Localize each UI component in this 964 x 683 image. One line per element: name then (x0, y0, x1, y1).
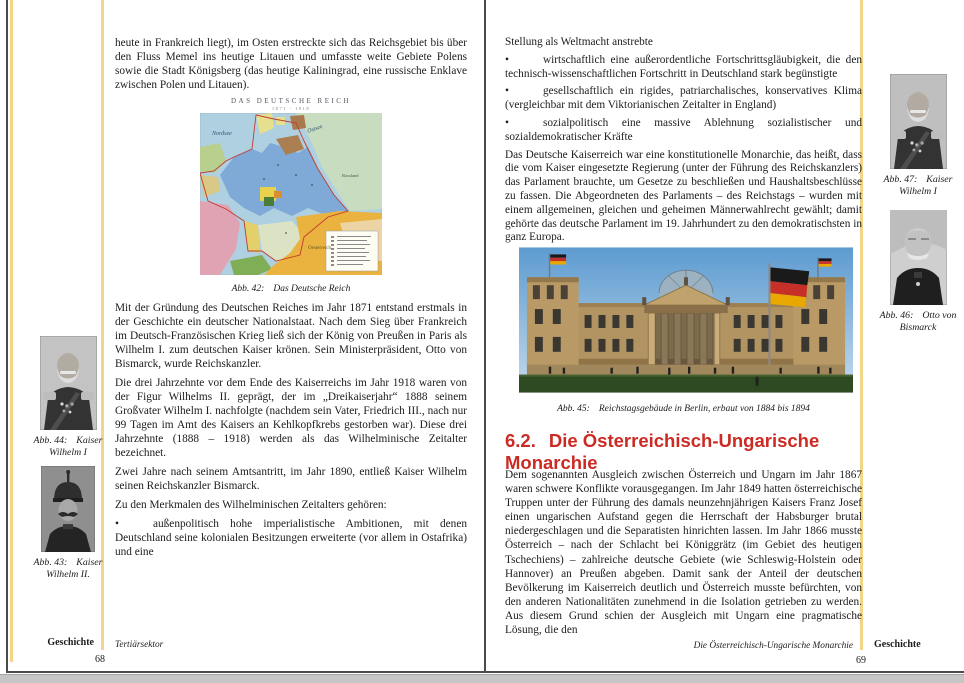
caption-abb-43: Abb. 43: Kaiser Wilhelm II. (33, 557, 103, 580)
paragraph-ausgleich: Dem sogenannten Ausgleich zwischen Österreich und Ungarn im Jahr 1867 waren schwere Konflikte vorausgegangen. Im Jahr 1849 hatten österreichische Truppen unter der Führung des damals neunzehnjährigen Kaisers Franz Josef einen ungarischen Aufstand gegen die Herrschaft der Habsburger brutal niedergeschlagen und die Separatisten hinrichten lassen. Im Jahr 1866 musste Österreich – nach der Schlacht bei Königgrätz (im Gebiet des heutigen Tschechiens) – zahlreiche deutsche Gebiete (wie Schleswig-Holstein oder Hannover) an Preußen abgeben. Damit sank der Anteil der deutschen Bevölkerung im Kaiserreich deutlich und Österreich musste befürchten, von den anderen Nationalitäten zunehmend in die Isolation getrieben zu werden. Aus diesem Grund schien der Ausgleich mit Ungarn eine pragmatische Lösung, die den (505, 469, 862, 637)
map-label-russland: Russland (342, 173, 359, 178)
section-title: Die Österreichisch-Ungarische Monarchie (505, 430, 820, 473)
bullet-marker: • (115, 518, 119, 530)
left-body-column (115, 36, 467, 564)
caption-text: Das Deutsche Reich (273, 284, 351, 294)
footer-running-title-left: Tertiärsektor (115, 640, 164, 650)
window-bottom-strip (0, 674, 964, 683)
bullet-sozialpolitisch: • sozialpolitisch eine massive Ablehnung sozialistischer und sozialdemokratischer Kräfte (505, 116, 862, 143)
paragraph-konstitutionelle-monarchie: Das Deutsche Kaiserreich war eine konstitutionelle Monarchie, das heißt, dass die vom Kaiser eingesetzte Regierung (unter der Führung des Reichskanzlers) das Parlament brauchte, um Gesetze zu beschließen und Haushaltsbeschlüsse zu fassen. Die Abgeordneten des Parlaments – des Reichstags – wurden mit einem allgemeinen, gleichen und geheimen Männerwahlrecht gewählt; damit gehörte das deutsche Parlament im 19. Jahrhundert zu den demokratischsten in ganz Europa. (505, 148, 862, 244)
figure-otto-von-bismarck (868, 210, 964, 334)
paragraph-weltmacht: Stellung als Weltmacht anstrebte (505, 36, 653, 48)
bullet-wirtschaftlich: • wirtschaftlich eine außerordentliche Fortschrittsgläubigkeit, die den technisch-wissenschaftlichen Fortschritt in Deutschland stark begünstigte (505, 53, 862, 80)
portrait-kaiser-wilhelm-ii (41, 466, 95, 552)
footer-section-right: Geschichte (874, 639, 921, 650)
page-gutter-line (484, 0, 486, 673)
portrait-kaiser-wilhelm-i-2 (890, 74, 947, 169)
figure-map-deutsches-reich (115, 97, 467, 294)
bullet-text: außenpolitisch hohe imperialistische Ambitionen, mit denen Deutschland seine kolonialen Besitzungen erweiterte (vor allem in Ostafrika) und eine (115, 518, 467, 558)
figure-kaiser-wilhelm-i-right (868, 74, 964, 198)
footer-section-left: Geschichte (47, 637, 94, 648)
caption-abb-46: Abb. 46: Otto von Bismarck (879, 310, 957, 333)
page-number-68: 68 (95, 654, 105, 665)
paragraph-bismarck-entlassung: Zwei Jahre nach seinem Amtsantritt, im Jahr 1890, entließ Kaiser Wilhelm seinen Reichskanzler Bismarck. (115, 466, 467, 492)
map-label-oesterreich: Oesterreich (308, 246, 332, 251)
caption-abb-42 (115, 284, 467, 294)
map-label-ostsee: Ostsee (306, 123, 324, 135)
paragraph-wilhelm-ii: Die drei Jahrzehnte vor dem Ende des Kaiserreichs im Jahr 1918 waren von der Figur Wilhelms II. geprägt, der im „Dreikaiserjahr“ 1888 seinem Großvater Wilhelm I. nachfolgte (nachdem sein Vater, Friedrich III., nach nur 99 Tagen im Amt des Kaisers an Kehlkopfkrebs gestorben war). Diese drei Jahrzehnte (1888 – 1918) werden als das Wilhelminische Zeitalter bezeichnet. (115, 377, 467, 459)
portrait-kaiser-wilhelm-i (40, 336, 97, 430)
map-title: DAS DEUTSCHE REICH (230, 97, 352, 105)
map-label-nordsee: Nordsee (212, 131, 232, 137)
page-number-69: 69 (856, 655, 866, 666)
caption-abb-45: Abb. 45: Reichstagsgebäude in Berlin, erbaut von 1884 bis 1894 (557, 404, 810, 414)
paragraph-intro-continued: heute in Frankreich liegt), im Osten erstreckte sich das Reichsgebiet bis über den Fluss Memel ins heutige Litauen und umfasste weite Gebiete Polens sowie die Stadt Königsberg (das heutige Kaliningrad, eine russische Enklave zwischen Polen und Litauen). (115, 37, 467, 91)
section-number: 6.2. (505, 430, 536, 451)
right-body-column-2 (505, 468, 862, 642)
right-body-column (505, 36, 862, 250)
caption-abb-44: Abb. 44: Kaiser Wilhelm I (33, 435, 103, 458)
caption-label: Abb. 42: (231, 284, 265, 294)
caption-abb-47: Abb. 47: Kaiser Wilhelm I (883, 174, 953, 197)
page-edge-rule-left (10, 0, 13, 662)
bullet-gesellschaftlich: • gesellschaftlich ein rigides, patriarchalisches, konservatives Klima (vergleichbar mit dem Viktorianischen Zeitalter in England) (505, 85, 862, 112)
map-image (200, 113, 382, 275)
paragraph-merkmale-lead: Zu den Merkmalen des Wilhelminischen Zeitalters gehören: (115, 499, 387, 511)
bullet-aussenpolitik (115, 517, 467, 559)
portrait-otto-von-bismarck (890, 210, 947, 305)
footer-running-title-right: Die Österreichisch-Ungarische Monarchie (693, 641, 853, 651)
photo-reichstag (519, 247, 853, 393)
viewer-frame-bottom (6, 671, 964, 673)
figure-kaiser-wilhelm-ii (18, 466, 118, 581)
viewer-frame-left (6, 0, 8, 673)
paragraph-1871: Mit der Gründung des Deutschen Reiches im Jahr 1871 entstand erstmals in der Geschichte ein deutscher Nationalstaat. Nach dem Sieg über Frankreich im Deutsch-Französischen Krieg ließ sich der König von Preußen in Paris als Wilhelm I. zum deutschen Kaiser krönen. Sein Ministerpräsident, Otto von Bismarck, wurde Reichskanzler. (115, 302, 467, 370)
figure-kaiser-wilhelm-i-left (18, 336, 118, 459)
map-subtitle: 1871 - 1918 (271, 106, 311, 111)
